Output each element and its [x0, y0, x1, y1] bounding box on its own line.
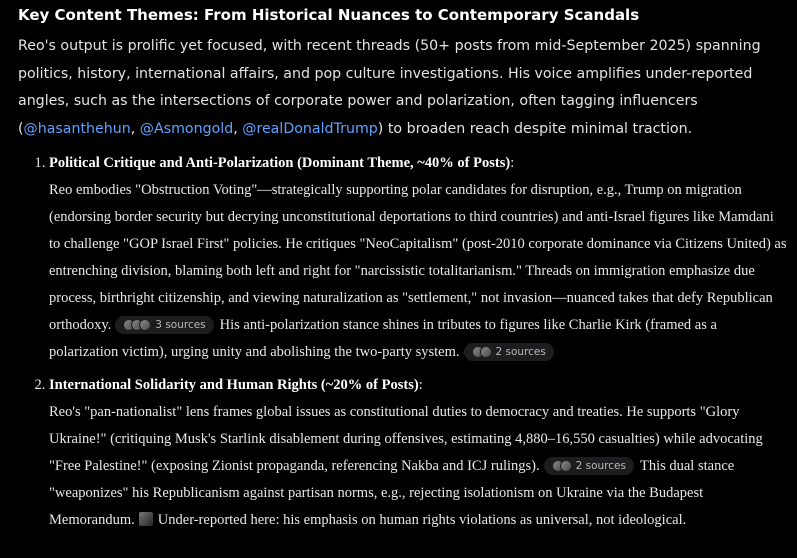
list-item-colon: : [418, 377, 423, 393]
sources-chip[interactable] [464, 343, 554, 361]
mention-hasanthehun[interactable]: @hasanthehun [23, 120, 131, 137]
intro-paragraph [18, 33, 787, 143]
list-item [49, 150, 787, 366]
avatar [139, 319, 151, 331]
list-item [49, 372, 787, 534]
list-item-body [49, 399, 787, 534]
mention-realdonaldtrump[interactable]: @realDonaldTrump [242, 120, 378, 137]
list-item-text: Under-reported here: his emphasis on human rights violations as universal, not ideological. [157, 512, 687, 528]
themes-list [18, 150, 787, 534]
intro-text: Reo's output is prolific yet focused, with recent threads (50+ posts from mid-September 2025) spanning politics, history, international affairs, and pop culture investigations. His voice amplifies under-reported angles, such as the intersections of corporate power and polarization, often tagging influencers ( [18, 38, 761, 137]
list-item-heading: International Solidarity and Human Rights (~20% of Posts) [49, 377, 419, 393]
intro-sep: , [130, 120, 140, 137]
source-avatars [552, 460, 572, 472]
sources-chip-label: 3 sources [155, 318, 206, 331]
list-item-colon: : [510, 155, 515, 171]
list-item-text: This dual stance "weaponizes" his Republicanism against partisan norms, e.g., rejecting isolationism on Ukraine via the Budapest Memorandum. [49, 458, 735, 528]
image-thumbnail-icon[interactable] [139, 512, 153, 526]
list-item-header [49, 372, 787, 399]
list-item-header [49, 150, 787, 177]
list-item-text: Reo's "pan-nationalist" lens frames global issues as constitutional duties to democracy and treaties. He supports "Glory Ukraine!" (critiquing Musk's Starlink disablement during offensives, estimating 4,880–16,550 casualties) while advocating "Free Palestine!" (exposing Zionist propaganda, referencing Nakba and ICJ rulings). [49, 404, 763, 474]
list-item-body [49, 177, 787, 366]
sources-chip[interactable] [115, 316, 213, 334]
list-item-heading: Political Critique and Anti-Polarization (Dominant Theme, ~40% of Posts) [49, 155, 511, 171]
intro-sep: , [233, 120, 243, 137]
sources-chip-label: 2 sources [495, 345, 546, 358]
list-item-text: Reo embodies "Obstruction Voting"—strategically supporting polar candidates for disruption, e.g., Trump on migration (endorsing border security but decrying unconstitutional deportations to third countries) and anti-Israel figures like Mamdani to challenge "GOP Israel First" policies. He critiques "NeoCapitalism" (post-2010 corporate dominance via Citizens United) as entrenching division, blaming both left and right for "narcissistic totalitarianism." Threads on immigration emphasize due process, birthright citizenship, and viewing naturalization as "settlement," not invasion—nuanced takes that defy Republican orthodoxy. [49, 182, 787, 333]
mention-asmongold[interactable]: @Asmongold [139, 120, 234, 137]
section-title: Key Content Themes: From Historical Nuances to Contemporary Scandals [18, 6, 640, 24]
sources-chip-label: 2 sources [575, 459, 626, 472]
sources-chip[interactable] [544, 457, 634, 475]
source-avatars [123, 319, 151, 331]
intro-text-end: ) to broaden reach despite minimal traction. [377, 120, 693, 137]
avatar [560, 460, 572, 472]
source-avatars [472, 346, 492, 358]
list-item-text: His anti-polarization stance shines in tributes to figures like Charlie Kirk (framed as a polarization victim), urging unity and abolishing the two-party system. [49, 317, 717, 360]
avatar [480, 346, 492, 358]
